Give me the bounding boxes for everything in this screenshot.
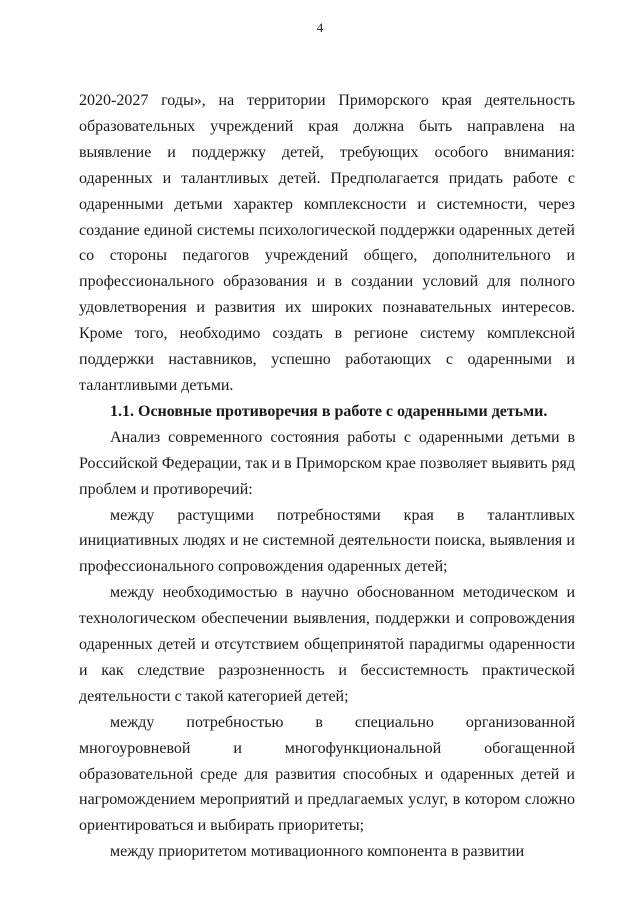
document-body (79, 88, 575, 865)
paragraph-contradiction-3: между потребностью в специально организованной многоуровневой и многофункциональной обогащенной образовательной среде для развития способных и одаренных детей и нагромождением мероприятий и предлагаемых услуг, в котором сложно ориентироваться и выбирать приоритеты; (79, 713, 575, 835)
paragraph-contradiction-2: между необходимостью в научно обоснованном методическом и технологическом обеспечении выявления, поддержки и сопровождения одаренных детей и отсутствием общепринятой парадигмы одаренности и как следствие разрозненность и бессистемность практической деятельности с такой категорией детей; (79, 584, 575, 705)
paragraph-analysis: Анализ современного состояния работы с одаренными детьми в Российской Федерации, так и в Приморском крае позволяет выявить ряд проблем и противоречий: (79, 428, 575, 498)
page-number: 4 (316, 20, 324, 35)
paragraph-continuation: 2020-2027 годы», на территории Приморского края деятельность образовательных учреждений края должна быть направлена на выявление и поддержку детей, требующих особого внимания: одаренных и талантливых детей. Предполагается придать работе с одаренными детьми характер комплексности и системности, через создание единой системы психологической поддержки одаренных детей со стороны педагогов учреждений общего, дополнительного и профессионального образования и в создании условий для полного удовлетворения и развития их широких познавательных интересов. Кроме того, необходимо создать в регионе систему комплексной поддержки наставников, успешно работающих с одаренными и талантливыми детьми. (79, 92, 575, 394)
section-heading: 1.1. Основные противоречия в работе с одаренными детьми. (110, 402, 548, 420)
paragraph-contradiction-1: между растущими потребностями края в талантливых инициативных людях и не системной деятельности поиска, выявления и профессионального сопровождения одаренных детей; (79, 506, 575, 576)
paragraph-contradiction-4: между приоритетом мотивационного компонента в развитии (110, 843, 525, 861)
